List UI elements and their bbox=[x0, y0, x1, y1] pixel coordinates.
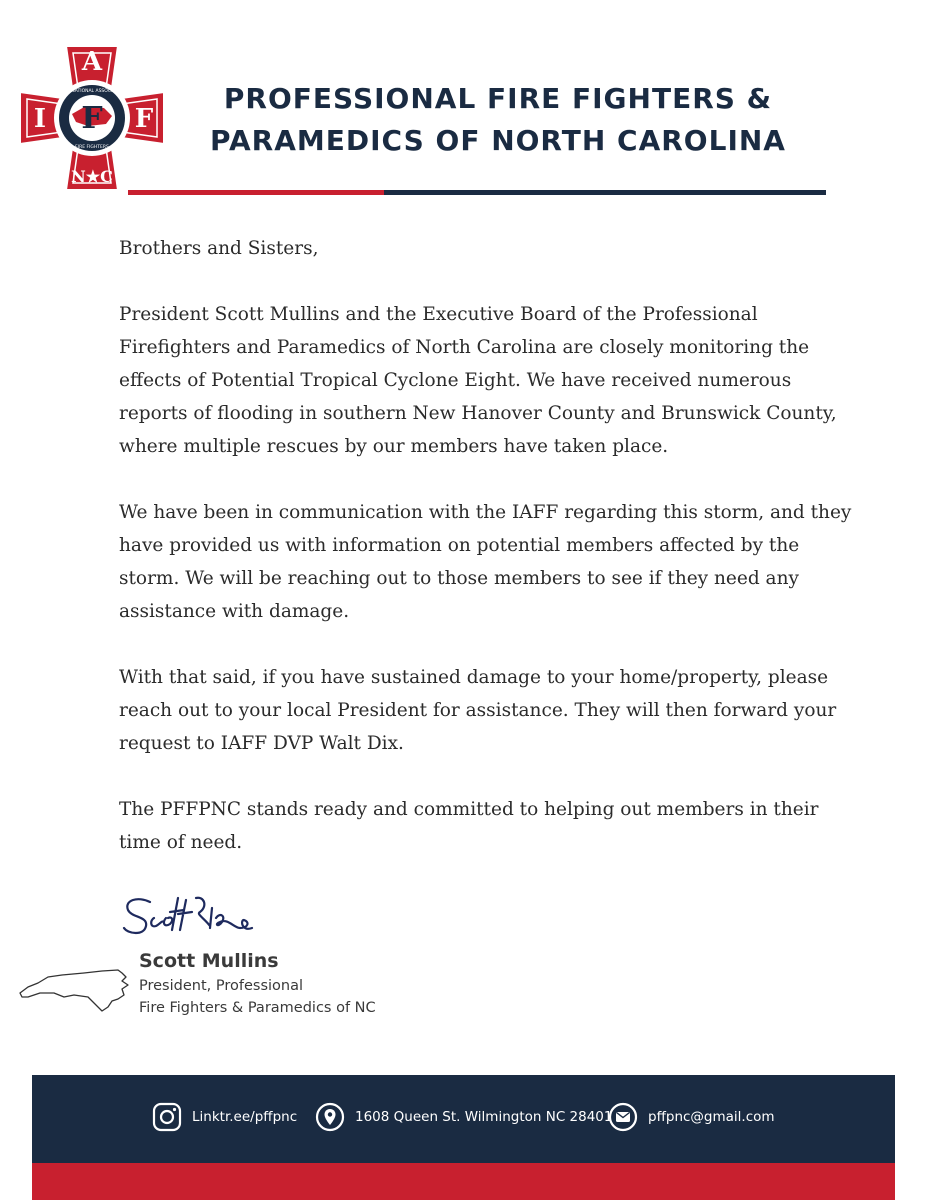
paragraph-3: With that said, if you have sustained damage to your home/property, please reach out to your local President for assistance. They will then forward your request to IAFF DVP Walt Dix. bbox=[119, 667, 837, 754]
logo-letter-left: I bbox=[33, 104, 47, 134]
email-address[interactable]: pffpnc@gmail.com bbox=[648, 1109, 775, 1125]
signatory-title-line-2: Fire Fighters & Paramedics of NC bbox=[139, 1000, 376, 1016]
title-line-2: PARAMEDICS OF NORTH CAROLINA bbox=[210, 124, 786, 157]
logo-letter-right: F bbox=[134, 104, 154, 134]
logo-letter-top: A bbox=[81, 47, 103, 77]
footer-address-item bbox=[315, 1102, 612, 1132]
north-carolina-map-outline bbox=[18, 967, 130, 1013]
mailing-address: 1608 Queen St. Wilmington NC 28401 bbox=[355, 1109, 613, 1125]
organization-title bbox=[188, 78, 808, 162]
footer-red-band bbox=[32, 1163, 895, 1200]
paragraph-1: President Scott Mullins and the Executive Board of the Professional Firefighters and Paramedics of North Carolina are closely monitoring the effects of Potential Tropical Cyclone Eight. We have received numerous reports of flooding in southern New Hanover County and Brunswick County, where multiple rescues by our members have taken place. bbox=[119, 304, 837, 457]
paragraph-2: We have been in communication with the IAFF regarding this storm, and they have provided us with information on potential members affected by the storm. We will be reaching out to those members to see if they need any assistance with damage. bbox=[119, 502, 852, 622]
signatory-title-line-1: President, Professional bbox=[139, 978, 303, 994]
signatory-name: Scott Mullins bbox=[139, 950, 279, 972]
email-icon bbox=[608, 1102, 638, 1132]
logo-ring-text: INTERNATIONAL ASSOCIATION bbox=[57, 89, 127, 94]
logo-letter-center: F bbox=[81, 101, 103, 136]
signatory-title bbox=[139, 975, 376, 1019]
letter-body bbox=[119, 232, 859, 892]
logo-letters-bottom: N★C bbox=[71, 167, 113, 186]
title-line-1: PROFESSIONAL FIRE FIGHTERS & bbox=[223, 82, 773, 115]
salutation: Brothers and Sisters, bbox=[119, 238, 319, 259]
footer-email-item[interactable] bbox=[608, 1102, 775, 1132]
logo-ring-bottom: FIRE FIGHTERS bbox=[75, 145, 109, 150]
linktree-link[interactable]: Linktr.ee/pffpnc bbox=[192, 1109, 298, 1125]
paragraph-4: The PFFPNC stands ready and committed to helping out members in their time of need. bbox=[119, 799, 819, 853]
location-pin-icon bbox=[315, 1102, 345, 1132]
iaff-logo bbox=[18, 38, 166, 196]
instagram-icon bbox=[152, 1102, 182, 1132]
handwritten-signature bbox=[120, 888, 320, 948]
footer-link-item[interactable] bbox=[152, 1102, 297, 1132]
header-rule-red bbox=[128, 190, 384, 195]
header-rule-navy bbox=[384, 190, 826, 195]
